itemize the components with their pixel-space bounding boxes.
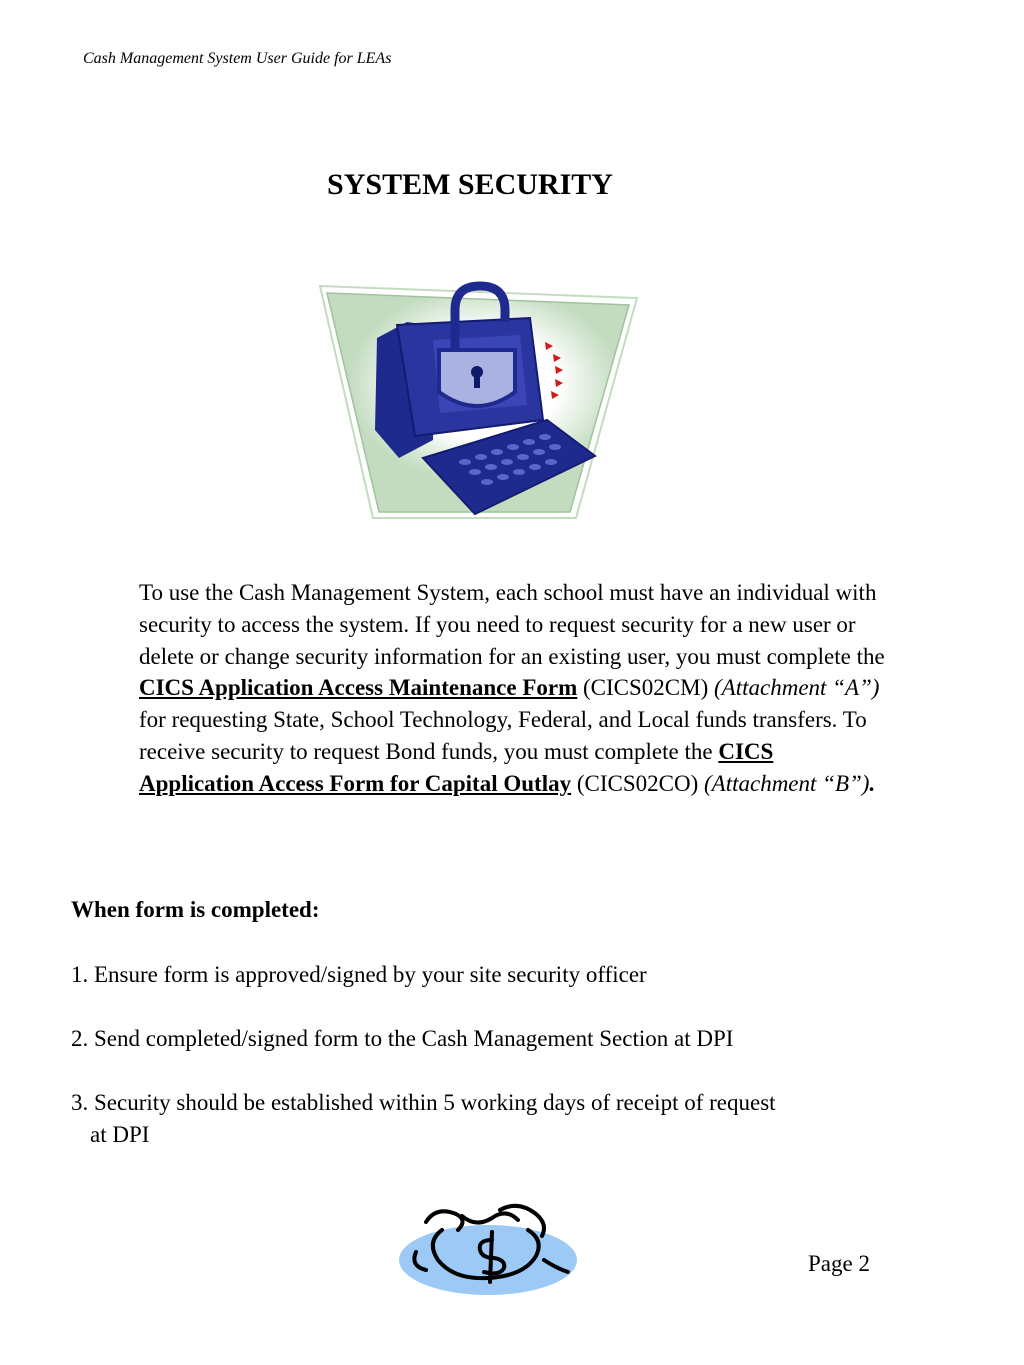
intro-paragraph xyxy=(139,577,889,800)
intro-text-4: (CICS02CO) xyxy=(571,770,704,796)
cics-application-access-form-capital-outlay-link[interactable]: CICS Application Access Form for Capital Outlay xyxy=(139,738,774,796)
dollar-sign-money-bag-icon xyxy=(396,1200,582,1298)
step-item-3-text: 3. Security should be established within 5 working days of receipt of request xyxy=(71,1090,776,1115)
intro-text-2: (CICS02CM) xyxy=(577,675,715,701)
step-item-3 xyxy=(71,1087,911,1151)
running-header: Cash Management System User Guide for LEAs xyxy=(83,50,392,67)
intro-text-3: for requesting State, School Technology, Federal, and Local funds transfers. To receive security to request Bond funds, you must complete the xyxy=(139,707,867,764)
step-item-1: 1. Ensure form is approved/signed by your site security officer xyxy=(71,962,647,987)
attachment-b-label: (Attachment “B”) xyxy=(704,770,870,796)
step-item-2: 2. Send completed/signed form to the Cash Management Section at DPI xyxy=(71,1026,734,1051)
intro-text-1: To use the Cash Management System, each school must have an individual with security to access the system. If you need to request security for a new user or delete or change security information for an existing user, you must complete the xyxy=(139,580,885,669)
computer-with-padlock-icon xyxy=(315,280,643,522)
completed-heading: When form is completed: xyxy=(71,897,320,922)
page-number: Page 2 xyxy=(808,1251,870,1276)
step-item-3-continuation: at DPI xyxy=(90,1121,150,1147)
page-title: SYSTEM SECURITY xyxy=(327,168,613,201)
attachment-a-label: (Attachment “A”) xyxy=(714,675,880,701)
attachment-b-period: . xyxy=(869,770,876,796)
cics-application-access-maintenance-form-link[interactable]: CICS Application Access Maintenance Form xyxy=(139,675,578,701)
